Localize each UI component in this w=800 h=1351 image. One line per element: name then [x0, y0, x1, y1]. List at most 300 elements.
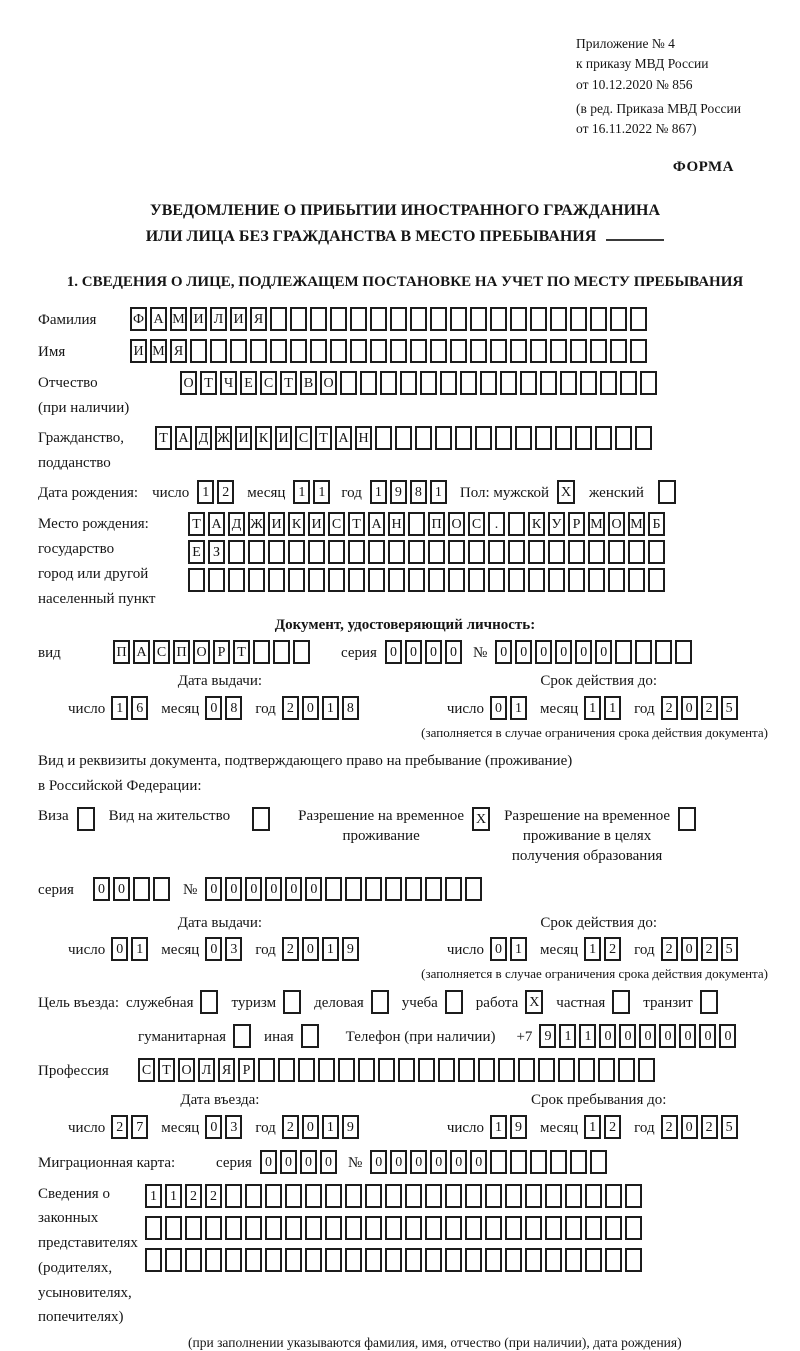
char-box: 1: [131, 937, 148, 961]
char-box: [450, 307, 467, 331]
char-box: [425, 1216, 442, 1240]
title-line-2-text: ИЛИ ЛИЦА БЕЗ ГРАЖДАНСТВА В МЕСТО ПРЕБЫВАНИЯ: [145, 227, 597, 245]
char-box: [630, 307, 647, 331]
purpose-business-label: деловая: [314, 995, 364, 1012]
char-box: [608, 540, 625, 564]
char-box: 0: [515, 640, 532, 664]
citizenship-label-line1: Гражданство,: [38, 429, 125, 446]
char-box: 0: [470, 1150, 487, 1174]
char-box: [285, 1184, 302, 1208]
char-box: [640, 371, 657, 395]
char-box: 5: [721, 1115, 738, 1139]
char-box: [388, 568, 405, 592]
char-box: 0: [599, 1024, 616, 1048]
day-label: число: [446, 942, 485, 959]
char-box: Т: [158, 1058, 175, 1082]
option-temp-residence-label: [298, 806, 464, 847]
char-box: [505, 1216, 522, 1240]
citizenship-boxes: [155, 426, 655, 450]
char-box: [465, 877, 482, 901]
stay-until-title: Срок пребывания до:: [530, 1092, 667, 1109]
char-box: 1: [293, 480, 310, 504]
char-box: [635, 640, 652, 664]
char-box: [285, 1216, 302, 1240]
month-label: месяц: [161, 1119, 200, 1136]
month-label: месяц: [161, 942, 200, 959]
char-box: 1: [579, 1024, 596, 1048]
char-box: Ч: [220, 371, 237, 395]
surname-row: [38, 307, 772, 334]
char-box: [625, 1184, 642, 1208]
char-box: [590, 1150, 607, 1174]
char-box: [455, 426, 472, 450]
char-box: М: [150, 339, 167, 363]
char-box: 1: [584, 696, 601, 720]
char-box: А: [133, 640, 150, 664]
char-box: [588, 540, 605, 564]
char-box: Т: [155, 426, 172, 450]
residence-number-label: №: [183, 881, 198, 898]
entry-month: [205, 1115, 245, 1139]
surname-boxes: [130, 307, 650, 331]
char-box: [225, 1184, 242, 1208]
char-box: 0: [205, 937, 222, 961]
identity-issue-group: [68, 672, 372, 723]
char-box: 0: [205, 877, 222, 901]
char-box: А: [150, 307, 167, 331]
char-box: А: [368, 512, 385, 536]
char-box: 0: [681, 937, 698, 961]
residence-issue-title: Дата выдачи:: [177, 914, 263, 931]
migration-number-label: №: [347, 1154, 363, 1171]
patronymic-label: [38, 371, 180, 421]
title-blank-line: [606, 227, 664, 241]
char-box: 1: [322, 696, 339, 720]
char-box: [205, 1216, 222, 1240]
char-box: 0: [285, 877, 302, 901]
char-box: [245, 1216, 262, 1240]
char-box: 3: [225, 1115, 242, 1139]
profession-boxes: [138, 1058, 658, 1082]
char-box: [445, 877, 462, 901]
purpose-official-checkbox: [200, 990, 218, 1014]
char-box: [448, 540, 465, 564]
char-box: [345, 877, 362, 901]
char-box: [350, 307, 367, 331]
char-box: [208, 568, 225, 592]
phone-label: Телефон (при наличии): [345, 1029, 496, 1046]
char-box: 8: [225, 696, 242, 720]
char-box: .: [488, 512, 505, 536]
char-box: [565, 1184, 582, 1208]
entry-dates-row: [38, 1091, 772, 1142]
char-box: 9: [510, 1115, 527, 1139]
char-box: [370, 307, 387, 331]
char-box: Л: [198, 1058, 215, 1082]
char-box: [530, 339, 547, 363]
char-box: 2: [205, 1184, 222, 1208]
option-education-line1: Разрешение на временное: [504, 807, 671, 824]
char-box: 0: [205, 1115, 222, 1139]
char-box: 0: [302, 1115, 319, 1139]
month-label: месяц: [540, 1119, 579, 1136]
char-box: [495, 426, 512, 450]
char-box: [225, 1248, 242, 1272]
char-box: 7: [131, 1115, 148, 1139]
edition-line: (в ред. Приказа МВД России: [576, 100, 741, 116]
char-box: 2: [282, 1115, 299, 1139]
char-box: В: [300, 371, 317, 395]
residence-expiry-year: [661, 937, 741, 961]
residence-issue-year: [282, 937, 362, 961]
char-box: [470, 339, 487, 363]
char-box: 0: [535, 640, 552, 664]
section-1-title: 1. СВЕДЕНИЯ О ЛИЦЕ, ПОДЛЕЖАЩЕМ ПОСТАНОВКЕ НА УЧЕТ ПО МЕСТУ ПРЕБЫВАНИЯ: [66, 274, 744, 291]
purpose-row-2: [138, 1024, 772, 1051]
char-box: 1: [111, 696, 128, 720]
char-box: [425, 877, 442, 901]
char-box: [395, 426, 412, 450]
char-box: [345, 1248, 362, 1272]
char-box: 0: [111, 937, 128, 961]
char-box: [648, 568, 665, 592]
char-box: [585, 1248, 602, 1272]
purpose-other-label: иная: [264, 1029, 294, 1046]
char-box: [655, 640, 672, 664]
char-box: 0: [405, 640, 422, 664]
birthdate-month-boxes: [293, 480, 333, 504]
char-box: Т: [315, 426, 332, 450]
char-box: 0: [619, 1024, 636, 1048]
char-box: [548, 540, 565, 564]
char-box: 1: [604, 696, 621, 720]
char-box: 8: [342, 696, 359, 720]
char-box: [270, 339, 287, 363]
char-box: [185, 1216, 202, 1240]
char-box: Т: [188, 512, 205, 536]
char-box: [590, 307, 607, 331]
char-box: [505, 1184, 522, 1208]
char-box: Ж: [248, 512, 265, 536]
option-temp-residence-line1: Разрешение на временное: [298, 807, 465, 824]
residence-issue-group: [68, 914, 372, 965]
char-box: [550, 307, 567, 331]
identity-dates-row: [38, 672, 772, 723]
day-label: число: [68, 942, 106, 959]
char-box: [648, 540, 665, 564]
char-box: Д: [228, 512, 245, 536]
char-box: [375, 426, 392, 450]
char-box: 0: [575, 640, 592, 664]
residence-expiry-title: Срок действия до:: [540, 914, 658, 931]
citizenship-label-line2: подданство: [38, 454, 111, 471]
char-box: 0: [681, 696, 698, 720]
identity-expiry-title: Срок действия до:: [540, 673, 658, 690]
char-box: 1: [370, 480, 387, 504]
char-box: [555, 426, 572, 450]
birthdate-label: Дата рождения:: [38, 485, 139, 502]
option-temp-residence-checkbox: X: [472, 807, 490, 831]
char-box: [445, 1184, 462, 1208]
char-box: [338, 1058, 355, 1082]
char-box: [345, 1184, 362, 1208]
char-box: А: [208, 512, 225, 536]
char-box: 1: [197, 480, 214, 504]
char-box: 9: [390, 480, 407, 504]
stay-until-group: [447, 1091, 751, 1142]
purpose-other-checkbox: [301, 1024, 319, 1048]
char-box: [490, 307, 507, 331]
char-box: [410, 307, 427, 331]
char-box: И: [230, 307, 247, 331]
char-box: [625, 1248, 642, 1272]
char-box: К: [288, 512, 305, 536]
char-box: 2: [701, 937, 718, 961]
char-box: 0: [450, 1150, 467, 1174]
char-box: О: [320, 371, 337, 395]
char-box: [605, 1216, 622, 1240]
char-box: [165, 1216, 182, 1240]
char-box: 0: [410, 1150, 427, 1174]
char-box: 1: [510, 696, 527, 720]
char-box: 0: [495, 640, 512, 664]
char-box: [310, 307, 327, 331]
firstname-label: Имя: [38, 344, 66, 361]
char-box: С: [468, 512, 485, 536]
residence-doc-line1: Вид и реквизиты документа, подтверждающего право на пребывание (проживание): [38, 752, 573, 769]
char-box: [525, 1184, 542, 1208]
char-box: [598, 1058, 615, 1082]
day-label: число: [68, 700, 106, 717]
identity-doc-row: [38, 640, 772, 667]
representatives-label-line: законных: [38, 1210, 99, 1227]
option-temp-residence-education-checkbox: [678, 807, 696, 831]
char-box: [528, 568, 545, 592]
char-box: [398, 1058, 415, 1082]
char-box: [610, 339, 627, 363]
char-box: [550, 1150, 567, 1174]
char-box: [530, 307, 547, 331]
char-box: 0: [490, 696, 507, 720]
char-box: [428, 540, 445, 564]
char-box: Д: [195, 426, 212, 450]
birthplace-boxes: [188, 512, 668, 596]
birthplace-label-line: город или другой: [38, 565, 149, 582]
char-box: [428, 568, 445, 592]
identity-issue-month: [205, 696, 245, 720]
char-box: [230, 339, 247, 363]
char-box: [438, 1058, 455, 1082]
char-box: [580, 371, 597, 395]
char-box: [478, 1058, 495, 1082]
char-box: 0: [305, 877, 322, 901]
char-box: О: [448, 512, 465, 536]
char-box: [308, 568, 325, 592]
profession-label: Профессия: [38, 1063, 109, 1080]
char-box: 0: [265, 877, 282, 901]
char-box: О: [193, 640, 210, 664]
representatives-label-line: (родителях,: [38, 1259, 113, 1276]
char-box: [305, 1184, 322, 1208]
representatives-row-2: [145, 1216, 645, 1240]
char-box: [410, 339, 427, 363]
char-box: 2: [701, 1115, 718, 1139]
char-box: [253, 640, 270, 664]
purpose-study-label: учеба: [401, 995, 438, 1012]
char-box: [228, 568, 245, 592]
char-box: И: [308, 512, 325, 536]
char-box: [305, 1248, 322, 1272]
char-box: [405, 1184, 422, 1208]
stay-month: [584, 1115, 624, 1139]
char-box: [545, 1216, 562, 1240]
char-box: [265, 1184, 282, 1208]
char-box: [488, 568, 505, 592]
purpose-row-1: [38, 990, 772, 1017]
birthplace-row-1: [188, 512, 668, 536]
char-box: [620, 371, 637, 395]
char-box: 0: [93, 877, 110, 901]
char-box: [630, 339, 647, 363]
char-box: [490, 1150, 507, 1174]
firstname-row: [38, 339, 772, 366]
char-box: 0: [445, 640, 462, 664]
char-box: С: [260, 371, 277, 395]
year-label: год: [255, 1119, 276, 1136]
char-box: [310, 339, 327, 363]
char-box: Т: [233, 640, 250, 664]
char-box: [385, 1248, 402, 1272]
residence-expiry-note: (заполняется в случае ограничения срока действия документа): [421, 966, 768, 982]
char-box: [408, 512, 425, 536]
char-box: [325, 1248, 342, 1272]
char-box: [565, 1216, 582, 1240]
option-residence-permit: [109, 806, 270, 831]
char-box: [558, 1058, 575, 1082]
identity-series-boxes: [385, 640, 465, 664]
char-box: [385, 877, 402, 901]
char-box: [290, 339, 307, 363]
char-box: [190, 339, 207, 363]
char-box: [318, 1058, 335, 1082]
year-label: год: [634, 1119, 655, 1136]
char-box: 1: [165, 1184, 182, 1208]
option-temp-residence: [298, 806, 490, 847]
option-temp-residence-line2: проживание: [342, 828, 420, 845]
patronymic-boxes: [180, 371, 660, 395]
char-box: Ж: [215, 426, 232, 450]
char-box: К: [255, 426, 272, 450]
char-box: [588, 568, 605, 592]
char-box: Ф: [130, 307, 147, 331]
appendix-line: от 10.12.2020 № 856: [576, 76, 693, 92]
purpose-humanitarian-checkbox: [233, 1024, 251, 1048]
char-box: Е: [240, 371, 257, 395]
purpose-study-checkbox: [445, 990, 463, 1014]
char-box: [153, 877, 170, 901]
birthdate-row: [38, 480, 772, 507]
char-box: С: [153, 640, 170, 664]
birthplace-label-line: населенный пункт: [38, 590, 156, 607]
representatives-label-line: попечителях): [38, 1309, 124, 1326]
entry-year: [282, 1115, 362, 1139]
char-box: 9: [342, 1115, 359, 1139]
char-box: [268, 568, 285, 592]
sex-female-checkbox: [658, 480, 676, 504]
char-box: [508, 568, 525, 592]
char-box: 0: [719, 1024, 736, 1048]
char-box: 1: [145, 1184, 162, 1208]
sex-male-checkbox: X: [557, 480, 575, 504]
char-box: У: [548, 512, 565, 536]
char-box: 0: [302, 937, 319, 961]
char-box: [565, 1248, 582, 1272]
birthplace-block: [38, 512, 772, 611]
char-box: [485, 1248, 502, 1272]
char-box: 0: [205, 696, 222, 720]
stay-year: [661, 1115, 741, 1139]
char-box: 2: [604, 937, 621, 961]
char-box: [185, 1248, 202, 1272]
representatives-label: [38, 1182, 145, 1331]
char-box: 1: [430, 480, 447, 504]
char-box: 2: [661, 696, 678, 720]
representatives-boxes: [145, 1184, 645, 1276]
identity-expiry-day: [490, 696, 530, 720]
char-box: 3: [225, 937, 242, 961]
char-box: [365, 1248, 382, 1272]
migration-card-row: [38, 1150, 772, 1177]
char-box: [390, 307, 407, 331]
char-box: Л: [210, 307, 227, 331]
char-box: [368, 568, 385, 592]
option-temp-residence-education: [504, 806, 696, 867]
char-box: [305, 1216, 322, 1240]
char-box: 2: [282, 696, 299, 720]
char-box: 0: [679, 1024, 696, 1048]
char-box: [615, 426, 632, 450]
char-box: [465, 1248, 482, 1272]
char-box: [485, 1216, 502, 1240]
patronymic-row: [38, 371, 772, 421]
month-label: месяц: [540, 942, 579, 959]
char-box: [308, 540, 325, 564]
char-box: С: [138, 1058, 155, 1082]
char-box: 0: [280, 1150, 297, 1174]
residence-series-label: серия: [38, 881, 74, 898]
representatives-label-line: представителях: [38, 1235, 138, 1252]
purpose-humanitarian-label: гуманитарная: [138, 1029, 227, 1046]
char-box: 0: [595, 640, 612, 664]
purpose-private-checkbox: [612, 990, 630, 1014]
char-box: [520, 371, 537, 395]
char-box: Б: [648, 512, 665, 536]
month-label: месяц: [161, 700, 200, 717]
document-title: [38, 198, 772, 249]
char-box: 0: [385, 640, 402, 664]
char-box: Я: [250, 307, 267, 331]
char-box: [400, 371, 417, 395]
char-box: И: [130, 339, 147, 363]
identity-expiry-group: [447, 672, 751, 723]
residence-series-row: [38, 877, 772, 904]
residence-doc-options: [38, 806, 772, 867]
char-box: [330, 339, 347, 363]
char-box: [448, 568, 465, 592]
migration-card-label: Миграционная карта:: [38, 1154, 176, 1171]
char-box: 0: [659, 1024, 676, 1048]
char-box: [408, 540, 425, 564]
